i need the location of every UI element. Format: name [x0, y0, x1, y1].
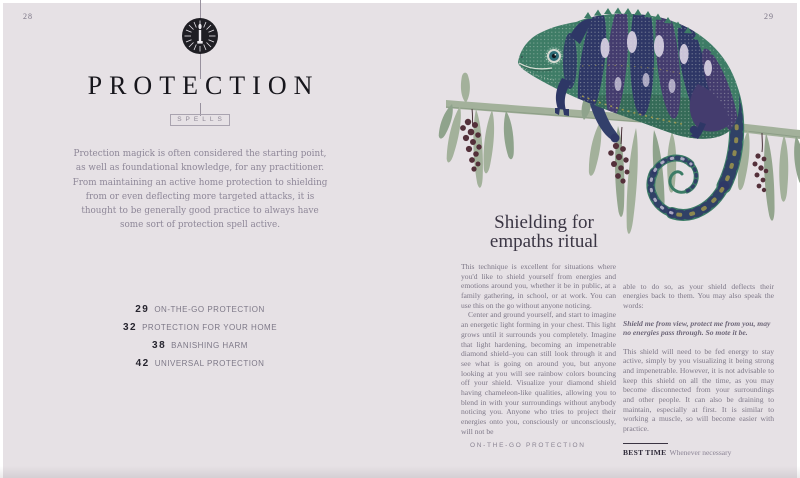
spell-incantation: Shield me from view, protect me from you, may no energies pass through. So mote it be. — [623, 318, 771, 338]
toc-item-protection-for-your-home — [0, 321, 400, 333]
toc-label: BANISHING HARM — [171, 341, 248, 350]
best-time-block — [623, 443, 774, 458]
toc-label: PROTECTION FOR YOUR HOME — [142, 323, 278, 332]
ritual-heading-line1: Shielding for — [494, 212, 594, 233]
toc-page-number: 42 — [135, 358, 150, 369]
best-time-value: Whenever necessary — [669, 448, 732, 458]
ritual-paragraph: This technique is excellent for situations where you'd like to shield yourself from energies and emotions around you, whether it be in public, at a family gathering, in school, or at work. You can use this on the go without anyone noticing. — [461, 262, 616, 310]
page-title: PROTECTION — [87, 71, 320, 100]
best-time-rule — [623, 443, 668, 445]
chapter-intro: Protection magick is often considered the starting point, as well as foundational knowledge, for any practitioner. From maintaining an active home protection to shielding from or even deflecting more targeted attacks, it is thought to be generally good practice to always have some sort of protection spell active. — [72, 149, 328, 231]
toc-item-banishing-harm — [0, 339, 400, 351]
table-of-contents — [0, 303, 400, 375]
toc-page-number: 32 — [122, 322, 138, 333]
ritual-column-2 — [623, 262, 774, 458]
toc-item-universal-protection — [0, 357, 400, 369]
running-footer: ON-THE-GO PROTECTION — [470, 442, 586, 449]
toc-label: ON-THE-GO PROTECTION — [154, 305, 265, 314]
ritual-column-1 — [461, 262, 616, 458]
toc-page-number: 29 — [135, 304, 150, 315]
ritual-heading-line2: empaths ritual — [489, 230, 599, 252]
ritual-paragraph: This shield will need to be fed energy to stay active, simply by you visualizing it being strong and impenetrable. However, it is not advisable to keep this shield on all the time, as you may become disconnected from your surroundings and other people. It can also be draining to maintain, especially at first. It is similar to working a muscle, so will become easier with practice. — [623, 346, 774, 434]
ritual-heading — [446, 214, 642, 251]
ritual-paragraph: able to do so, as your shield deflects their energies back to them. You may also speak the words: — [623, 281, 774, 310]
spells-badge: SPELLS — [170, 114, 230, 126]
toc-page-number: 38 — [152, 340, 167, 351]
ritual-paragraph: Center and ground yourself, and start to imagine an energetic light forming in your chest. This light grows until it surrounds you completely. Imagine that light hardening, becoming an impenetrable diamond shield–you can still look through it and see what is going on around you, but anyone looking at you will see rainbow colors bouncing off your shield. Visualize your diamond shield having chameleon-like qualities, allowing you to blend in with your surroundings without anybody noticing you. Anyone who tries to project their energies onto you, consciously or unconsciously, will not be — [461, 310, 616, 436]
toc-label: UNIVERSAL PROTECTION — [154, 359, 265, 368]
ritual-body — [461, 262, 774, 458]
chameleon-eye — [545, 47, 564, 66]
toc-item-on-the-go-protection — [0, 303, 400, 315]
best-time-label: BEST TIME — [623, 448, 667, 458]
page-number-right: 29 — [764, 12, 774, 21]
candle-starburst-icon — [178, 14, 222, 58]
page-number-left: 28 — [23, 12, 33, 21]
